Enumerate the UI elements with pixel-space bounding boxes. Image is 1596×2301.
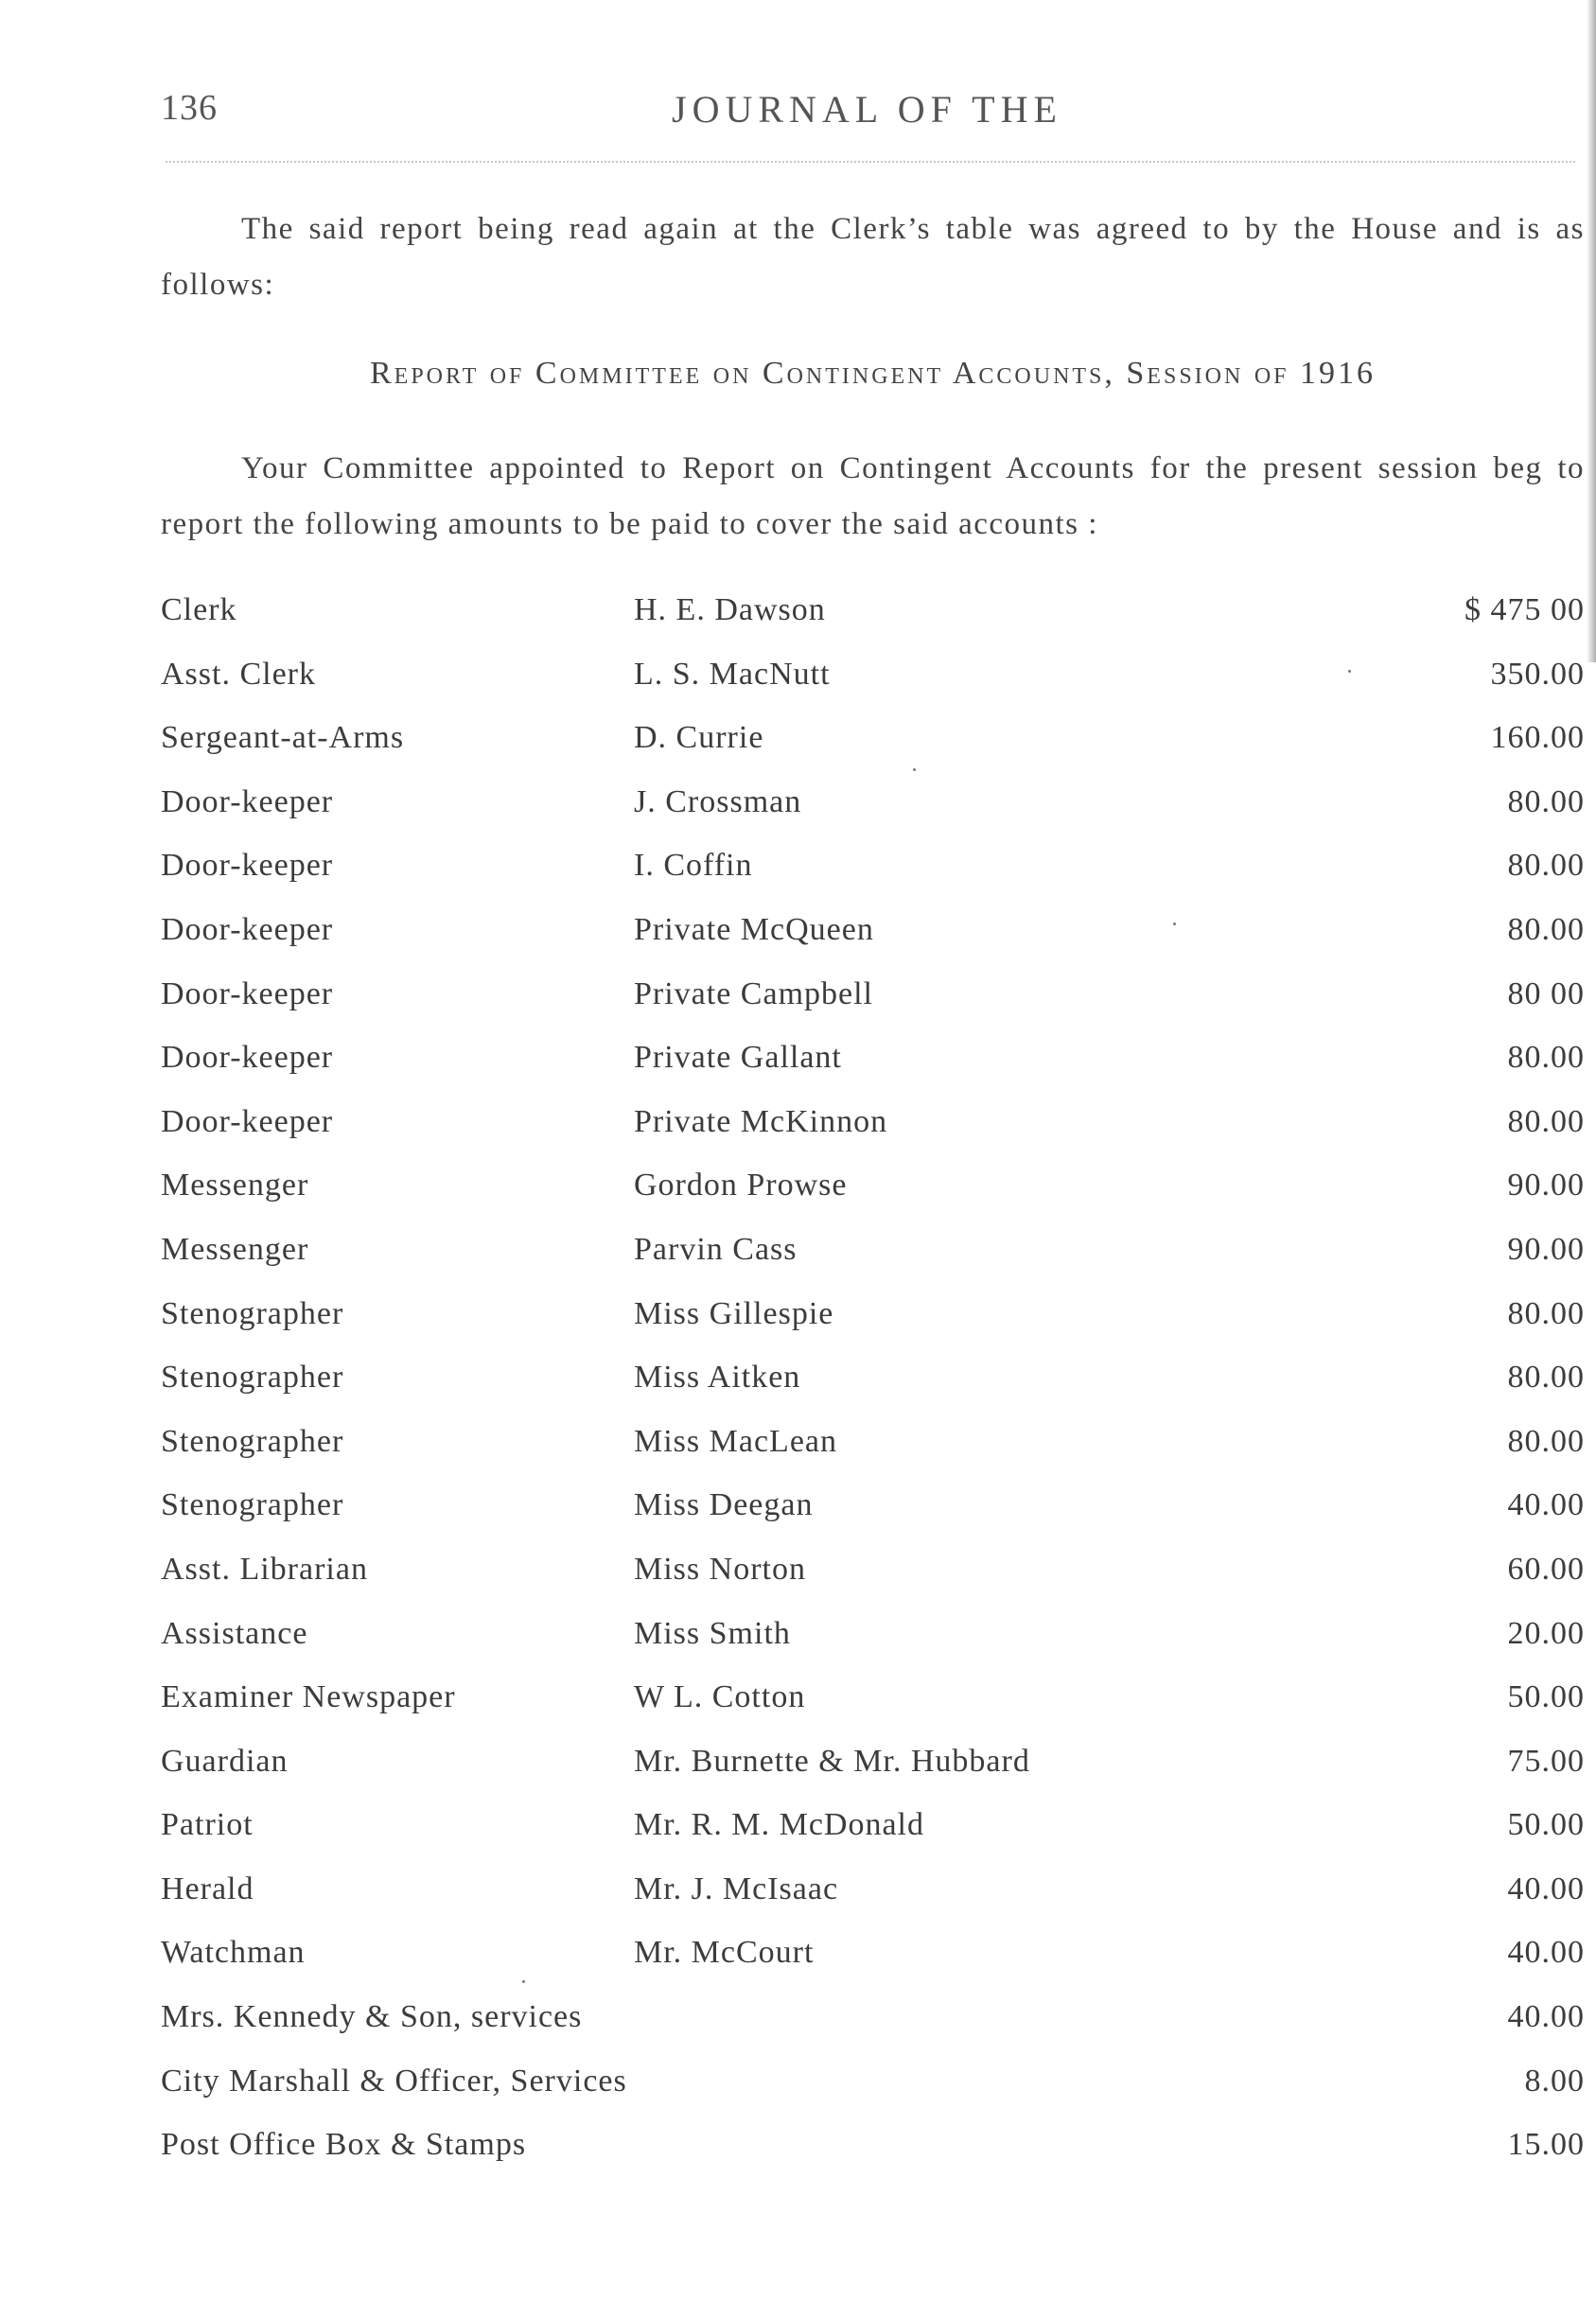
account-name: W L. Cotton — [634, 1679, 806, 1715]
account-role: Asst. Clerk — [161, 656, 316, 692]
account-name: Miss Smith — [634, 1615, 791, 1651]
account-name: Private McKinnon — [634, 1103, 888, 1139]
header-rule — [166, 161, 1575, 163]
account-amount: 80.00 — [1507, 1360, 1585, 1396]
table-row — [161, 582, 1585, 646]
account-role: Messenger — [161, 1231, 309, 1267]
account-role: Examiner Newspaper — [161, 1679, 456, 1715]
other-account-description: Post Office Box & Stamps — [161, 2127, 527, 2163]
account-role: Door-keeper — [161, 848, 334, 884]
account-amount: 80 00 — [1507, 975, 1585, 1011]
table-row — [161, 1924, 1585, 1989]
table-row — [161, 1094, 1585, 1158]
other-account-description: Mrs. Kennedy & Son, services — [161, 1999, 583, 2035]
account-name: Mr. J. McIsaac — [634, 1871, 839, 1906]
table-row — [161, 2117, 1585, 2181]
scan-edge-shadow — [1587, 0, 1596, 662]
account-amount: 80.00 — [1507, 848, 1585, 884]
table-row — [161, 1221, 1585, 1286]
account-name: Mr. Burnette & Mr. Hubbard — [634, 1743, 1030, 1779]
account-role: Door-keeper — [161, 911, 334, 947]
print-speck — [1348, 670, 1351, 673]
account-role: Assistance — [161, 1615, 308, 1651]
print-speck — [1173, 922, 1176, 925]
account-role: Door-keeper — [161, 975, 334, 1011]
account-amount: 40.00 — [1507, 1935, 1585, 1971]
account-name: J. Crossman — [634, 783, 802, 819]
account-amount: 75.00 — [1507, 1743, 1585, 1779]
account-amount: 80.00 — [1507, 1040, 1585, 1076]
account-role: Patriot — [161, 1807, 254, 1843]
account-role: Messenger — [161, 1168, 309, 1203]
account-role: Watchman — [161, 1935, 306, 1971]
account-name: L. S. MacNutt — [634, 656, 831, 692]
account-role: Asst. Librarian — [161, 1551, 368, 1587]
intro-paragraph: The said report being read again at the Clerk’s table was agreed to by the House and is as follows: — [161, 212, 1585, 302]
account-amount: 50.00 — [1507, 1807, 1585, 1843]
account-name: Private McQueen — [634, 911, 874, 947]
account-name: Gordon Prowse — [634, 1168, 848, 1203]
page-number: 136 — [161, 88, 218, 128]
committee-paragraph: Your Committee appointed to Report on Contingent Accounts for the present session beg to report the following amounts to be paid to cover the said accounts : — [161, 451, 1585, 541]
table-row — [161, 902, 1585, 966]
account-name: H. E. Dawson — [634, 592, 826, 627]
account-amount: 80.00 — [1507, 911, 1585, 947]
table-row — [161, 1157, 1585, 1221]
account-name: Miss MacLean — [634, 1423, 838, 1459]
account-name: Private Gallant — [634, 1040, 842, 1076]
account-name: I. Coffin — [634, 848, 753, 884]
account-amount: 160.00 — [1490, 720, 1585, 756]
other-account-description: City Marshall & Officer, Services — [161, 2063, 627, 2099]
account-amount: 40.00 — [1507, 1871, 1585, 1906]
table-row — [161, 774, 1585, 838]
account-role: Stenographer — [161, 1295, 344, 1331]
account-amount: 80.00 — [1507, 1103, 1585, 1139]
account-amount: 60.00 — [1507, 1551, 1585, 1587]
print-speck — [522, 1980, 525, 1983]
journal-title: JOURNAL OF THE — [672, 88, 1062, 131]
account-amount: 8.00 — [1524, 2063, 1585, 2099]
table-row — [161, 1414, 1585, 1478]
account-amount: 80.00 — [1507, 1423, 1585, 1459]
account-amount: 80.00 — [1507, 1295, 1585, 1331]
account-name: Miss Norton — [634, 1551, 806, 1587]
table-row — [161, 966, 1585, 1030]
report-heading: Report of Committee on Contingent Accounts, Session of 1916 — [369, 356, 1377, 391]
table-row — [161, 1733, 1585, 1798]
account-amount: 50.00 — [1507, 1679, 1585, 1715]
account-role: Guardian — [161, 1743, 289, 1779]
account-amount: 40.00 — [1507, 1487, 1585, 1523]
table-row — [161, 710, 1585, 774]
account-role: Stenographer — [161, 1487, 344, 1523]
table-row — [161, 1669, 1585, 1733]
account-name: Miss Gillespie — [634, 1295, 834, 1331]
account-amount: 80.00 — [1507, 783, 1585, 819]
account-amount: 20.00 — [1507, 1615, 1585, 1651]
account-role: Door-keeper — [161, 1103, 334, 1139]
table-row — [161, 1029, 1585, 1094]
account-role: Door-keeper — [161, 783, 334, 819]
table-row — [161, 1989, 1585, 2053]
account-name: Miss Aitken — [634, 1360, 801, 1396]
print-speck — [913, 768, 916, 771]
table-row — [161, 1861, 1585, 1925]
account-role: Herald — [161, 1871, 254, 1906]
account-role: Sergeant-at-Arms — [161, 720, 405, 756]
table-row — [161, 837, 1585, 902]
account-name: Mr. McCourt — [634, 1935, 815, 1971]
table-row — [161, 1477, 1585, 1541]
account-amount: 15.00 — [1507, 2127, 1585, 2163]
account-amount: 90.00 — [1507, 1231, 1585, 1267]
account-role: Clerk — [161, 592, 237, 627]
account-role: Stenographer — [161, 1360, 344, 1396]
table-row — [161, 1349, 1585, 1414]
running-head — [161, 87, 1580, 144]
account-name: Miss Deegan — [634, 1487, 814, 1523]
account-name: D. Currie — [634, 720, 764, 756]
account-amount: $ 475 00 — [1464, 592, 1585, 627]
table-row — [161, 2053, 1585, 2117]
account-name: Private Campbell — [634, 975, 874, 1011]
table-row — [161, 646, 1585, 711]
accounts-table — [161, 582, 1585, 2181]
account-amount: 40.00 — [1507, 1999, 1585, 2035]
account-role: Door-keeper — [161, 1040, 334, 1076]
account-amount: 350.00 — [1490, 656, 1585, 692]
account-name: Mr. R. M. McDonald — [634, 1807, 924, 1843]
table-row — [161, 1797, 1585, 1861]
account-role: Stenographer — [161, 1423, 344, 1459]
table-row — [161, 1541, 1585, 1606]
table-row — [161, 1286, 1585, 1350]
account-name: Parvin Cass — [634, 1231, 798, 1267]
table-row — [161, 1606, 1585, 1670]
account-amount: 90.00 — [1507, 1168, 1585, 1203]
